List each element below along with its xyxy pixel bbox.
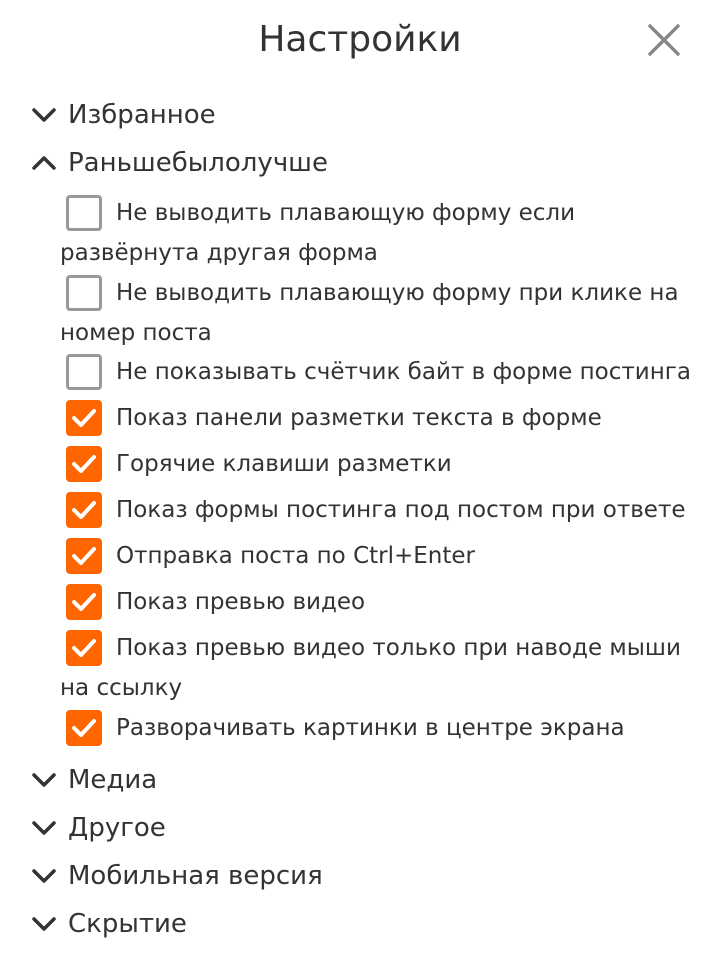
option-label: Показ формы постинга под постом при ответе	[116, 497, 686, 523]
option-ctrl-enter	[60, 536, 700, 576]
checkmark-icon	[70, 405, 98, 431]
option-label: Не показывать счётчик байт в форме постинга	[116, 359, 691, 385]
option-no-floating-form-click	[60, 273, 700, 353]
option-label: Не выводить плавающую форму если развёрнута другая форма	[60, 200, 576, 266]
section-label: Другое	[68, 813, 166, 843]
section-label: Скрытие	[68, 909, 187, 939]
option-no-byte-counter	[60, 352, 700, 392]
checkmark-icon	[70, 635, 98, 661]
chevron-up-icon	[30, 152, 58, 174]
section-media[interactable]	[30, 760, 157, 800]
option-video-preview-hover	[60, 628, 700, 708]
chevron-down-icon	[30, 817, 58, 839]
close-icon	[646, 22, 682, 58]
option-label: Показ панели разметки текста в форме	[116, 405, 602, 431]
chevron-down-icon	[30, 104, 58, 126]
settings-header	[0, 0, 720, 80]
page-title: Настройки	[258, 19, 462, 60]
option-label: Отправка поста по Ctrl+Enter	[116, 543, 475, 569]
option-markup-hotkeys	[60, 444, 700, 484]
checkmark-icon	[70, 715, 98, 741]
checkbox[interactable]	[66, 275, 102, 311]
section-mobile[interactable]	[30, 856, 323, 896]
option-label: Разворачивать картинки в центре экрана	[116, 715, 625, 741]
section-favorites[interactable]	[30, 95, 216, 135]
checkmark-icon	[70, 497, 98, 523]
checkbox[interactable]	[66, 195, 102, 231]
checkbox[interactable]	[66, 400, 102, 436]
checkmark-icon	[70, 543, 98, 569]
checkbox[interactable]	[66, 492, 102, 528]
section-old-features[interactable]	[30, 143, 328, 183]
close-button[interactable]	[646, 22, 682, 58]
option-center-images	[60, 708, 700, 748]
checkbox[interactable]	[66, 538, 102, 574]
checkbox[interactable]	[66, 446, 102, 482]
checkmark-icon	[70, 589, 98, 615]
checkmark-icon	[70, 451, 98, 477]
checkbox[interactable]	[66, 710, 102, 746]
section-hiding[interactable]	[30, 904, 187, 944]
checkbox[interactable]	[66, 630, 102, 666]
option-no-floating-form-expanded	[60, 193, 700, 273]
option-label: Горячие клавиши разметки	[116, 451, 452, 477]
chevron-down-icon	[30, 865, 58, 887]
option-label: Не выводить плавающую форму при клике на номер поста	[60, 280, 679, 346]
section-label: Избранное	[68, 100, 216, 130]
section-label: Мобильная версия	[68, 861, 323, 891]
option-label: Показ превью видео	[116, 589, 366, 615]
section-label: Раньшебылолучше	[68, 148, 328, 178]
option-markup-panel	[60, 398, 700, 438]
checkbox[interactable]	[66, 354, 102, 390]
chevron-down-icon	[30, 913, 58, 935]
checkbox[interactable]	[66, 584, 102, 620]
option-video-preview	[60, 582, 700, 622]
chevron-down-icon	[30, 769, 58, 791]
option-form-under-post	[60, 490, 700, 530]
option-label: Показ превью видео только при наводе мыши на ссылку	[60, 635, 681, 701]
section-label: Медиа	[68, 765, 158, 795]
section-other[interactable]	[30, 808, 166, 848]
